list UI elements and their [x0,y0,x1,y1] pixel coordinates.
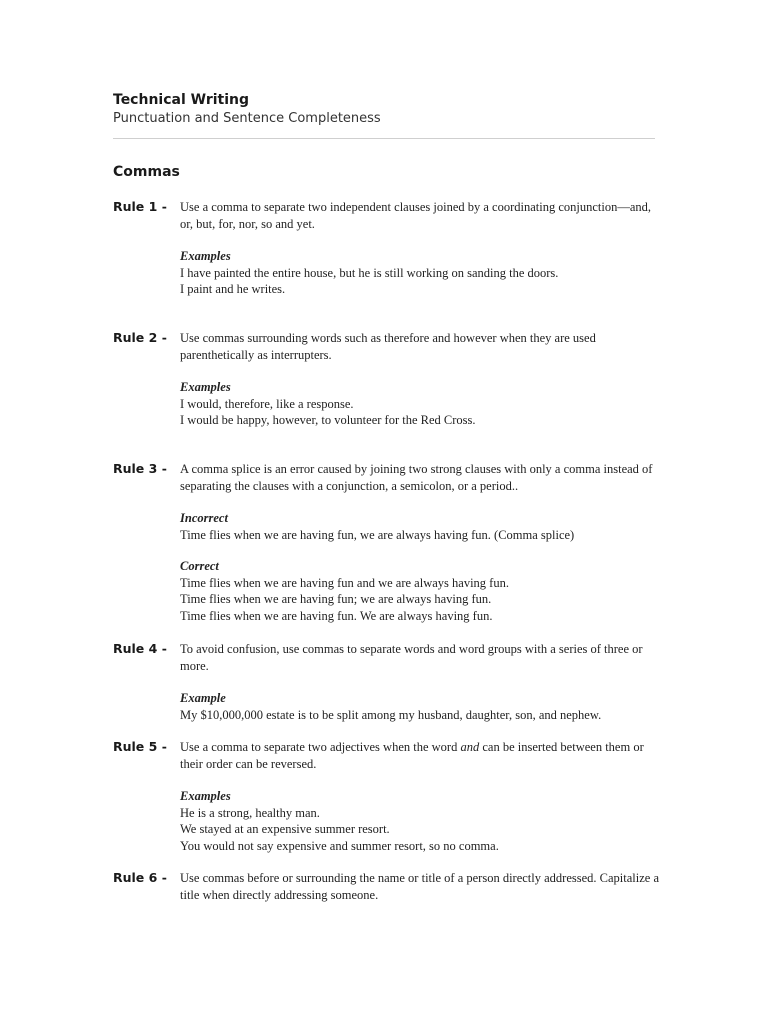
document-title: Technical Writing [113,92,250,108]
rule-5-body [180,739,660,854]
rule-6-body [180,870,660,903]
rule-5-text [180,739,660,772]
section-title: Commas [113,164,180,180]
rule-1-examples-title: Examples [180,249,231,263]
document-subtitle: Punctuation and Sentence Completeness [113,111,381,126]
example-line: Time flies when we are having fun; we are always having fun. [180,592,492,606]
rule-2-body [180,330,660,429]
rule-6-label: Rule 6 - [113,870,167,885]
rule-3-incorrect-title: Incorrect [180,511,228,525]
rule-5-label: Rule 5 - [113,739,167,754]
rule-1-label: Rule 1 - [113,199,167,214]
rule-6-text: Use commas before or surrounding the name or title of a person directly addressed. Capitalize a title when directly addressing someone. [180,871,660,902]
rule-1-text: Use a comma to separate two independent clauses joined by a coordinating conjunction—and, or, but, for, nor, so and yet. [180,200,652,231]
rule-3-text: A comma splice is an error caused by joining two strong clauses with only a comma instead of separating the clauses with a conjunction, a semicolon, or a period.. [180,462,653,493]
example-line: I have painted the entire house, but he is still working on sanding the doors. [180,265,559,280]
example-line: We stayed at an expensive summer resort. [180,822,390,836]
rule-4-text: To avoid confusion, use commas to separate words and word groups with a series of three or more. [180,642,643,673]
rule-5-text-after: can be inserted between them or their order can be reversed. [180,740,644,771]
rule-4-example-title: Example [180,691,226,705]
rule-2-label: Rule 2 - [113,330,167,345]
rule-3-label: Rule 3 - [113,461,167,476]
example-line: Time flies when we are having fun. We are always having fun. [180,608,493,623]
example-line: I paint and he writes. [180,282,286,296]
example-line: You would not say expensive and summer resort, so no comma. [180,838,499,853]
rule-5-text-emphasis: and [460,740,480,754]
rule-5-examples-title: Examples [180,789,231,803]
rule-3-body [180,461,660,624]
example-line: My $10,000,000 estate is to be split among my husband, daughter, son, and nephew. [180,707,602,722]
example-line: Time flies when we are having fun, we are always having fun. (Comma splice) [180,527,575,542]
example-line: He is a strong, healthy man. [180,805,320,820]
rule-5-text-before: Use a comma to separate two adjectives when the word [180,740,461,754]
example-line: Time flies when we are having fun and we are always having fun. [180,575,509,590]
rule-2-examples-title: Examples [180,380,231,394]
header-divider [113,138,655,139]
rule-3-correct-title: Correct [180,559,219,573]
rule-4-body [180,641,660,723]
rule-1-body [180,199,660,298]
rule-2-text: Use commas surrounding words such as therefore and however when they are used parenthetically as interrupters. [180,331,596,362]
example-line: I would be happy, however, to volunteer for the Red Cross. [180,413,476,427]
example-line: I would, therefore, like a response. [180,396,354,411]
rule-4-label: Rule 4 - [113,641,167,656]
